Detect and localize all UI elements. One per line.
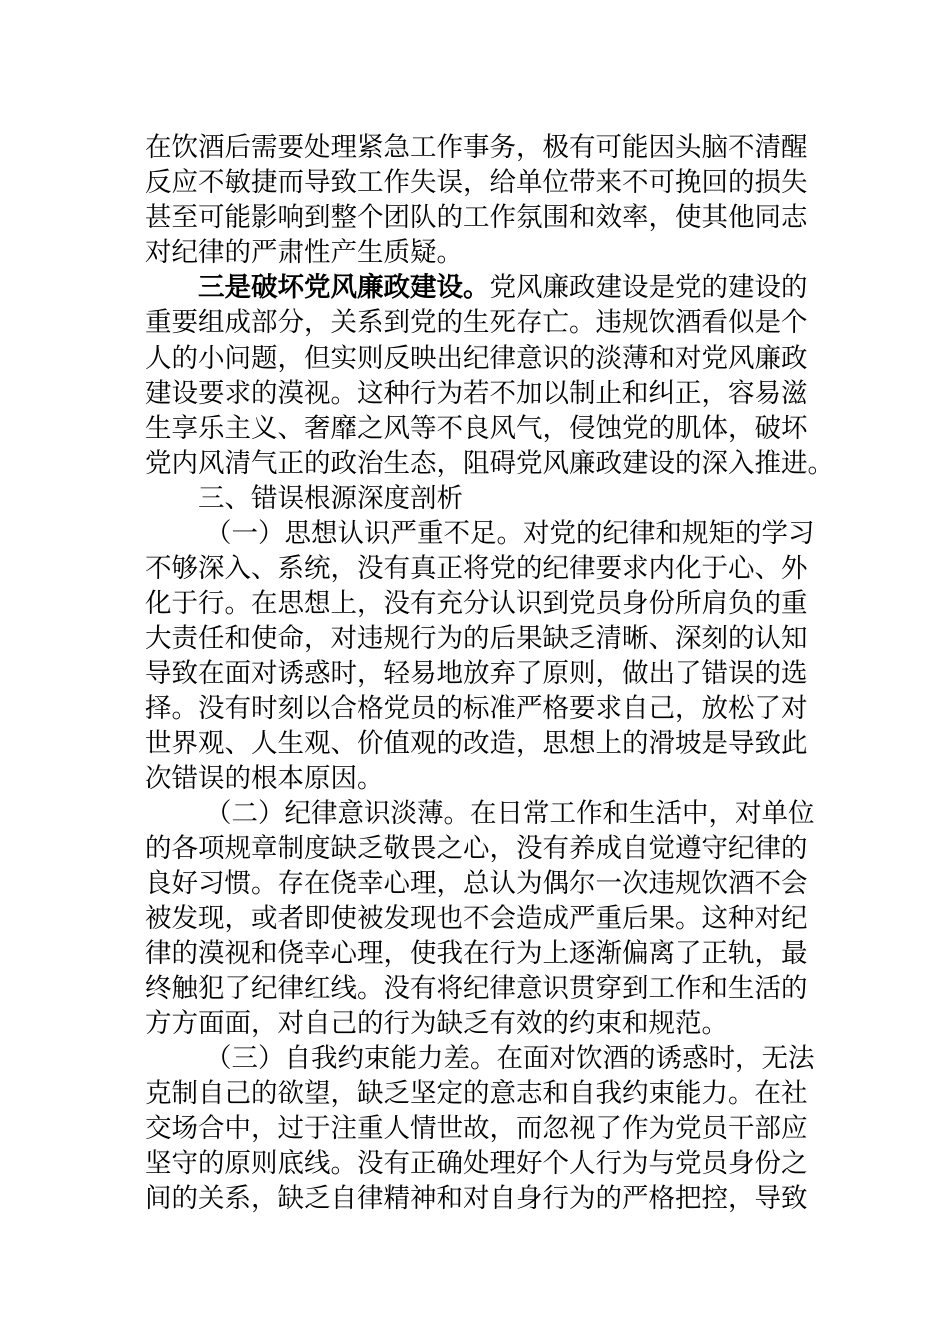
body-text-line: 化于行。在思想上，没有充分认识到党员身份所肩负的重 [145, 588, 808, 619]
body-text-line: 人的小问题，但实则反映出纪律意识的淡薄和对党风廉政 [145, 343, 808, 374]
body-text-line: 间的关系，缺乏自律精神和对自身行为的严格把控，导致 [145, 1183, 808, 1214]
body-text-line: 次错误的根本原因。 [145, 763, 384, 794]
body-text-line: 终触犯了纪律红线。没有将纪律意识贯穿到工作和生活的 [145, 973, 808, 1004]
body-text-line: 导致在面对诱惑时，轻易地放弃了原则，做出了错误的选 [145, 658, 808, 689]
body-text-line: 在饮酒后需要处理紧急工作事务，极有可能因头脑不清醒 [145, 132, 808, 163]
body-text-line: 择。没有时刻以合格党员的标准严格要求自己，放松了对 [145, 693, 808, 724]
subsection-lead-line: （二）纪律意识淡薄。在日常工作和生活中，对单位 [205, 798, 815, 829]
subsection-lead-line: （三）自我约束能力差。在面对饮酒的诱惑时，无法 [205, 1043, 815, 1074]
body-text-line: 的各项规章制度缺乏敬畏之心，没有养成自觉遵守纪律的 [145, 833, 808, 864]
body-text-line: 甚至可能影响到整个团队的工作氛围和效率，使其他同志 [145, 202, 808, 233]
paragraph-heading: 三是破坏党风廉政建设。 [198, 272, 490, 303]
body-text-line: 建设要求的漠视。这种行为若不加以制止和纠正，容易滋 [145, 378, 808, 409]
body-text-line: 大责任和使命，对违规行为的后果缺乏清晰、深刻的认知 [145, 623, 808, 654]
body-text-fragment: 党风廉政建设是党的建设的 [489, 272, 808, 303]
subsection-lead-line: （一）思想认识严重不足。对党的纪律和规矩的学习 [205, 518, 815, 549]
body-text-line: 交场合中，过于注重人情世故，而忽视了作为党员干部应 [145, 1113, 808, 1144]
body-text-line: 反应不敏捷而导致工作失误，给单位带来不可挽回的损失 [145, 167, 808, 198]
body-text-line: 良好习惯。存在侥幸心理，总认为偶尔一次违规饮酒不会 [145, 868, 808, 899]
body-text-line: 坚守的原则底线。没有正确处理好个人行为与党员身份之 [145, 1148, 808, 1179]
body-text-line: 世界观、人生观、价值观的改造，思想上的滑坡是导致此 [145, 728, 808, 759]
body-text-line: 重要组成部分，关系到党的生死存亡。违规饮酒看似是个 [145, 307, 808, 338]
body-text-line: 律的漠视和侥幸心理，使我在行为上逐渐偏离了正轨，最 [145, 938, 808, 969]
paragraph-lead-line [198, 268, 807, 308]
body-text-line: 生享乐主义、奢靡之风等不良风气，侵蚀党的肌体，破坏 [145, 413, 808, 444]
body-text-line: 被发现，或者即使被发现也不会造成严重后果。这种对纪 [145, 903, 808, 934]
body-text-line: 不够深入、系统，没有真正将党的纪律要求内化于心、外 [145, 553, 808, 584]
section-heading: 三、错误根源深度剖析 [198, 483, 463, 514]
body-text-line: 克制自己的欲望，缺乏坚定的意志和自我约束能力。在社 [145, 1078, 808, 1109]
body-text-line: 党内风清气正的政治生态，阻碍党风廉政建设的深入推进。 [145, 448, 834, 479]
body-text-line: 对纪律的严肃性产生质疑。 [145, 237, 463, 268]
body-text-line: 方方面面，对自己的行为缺乏有效的约束和规范。 [145, 1008, 728, 1039]
